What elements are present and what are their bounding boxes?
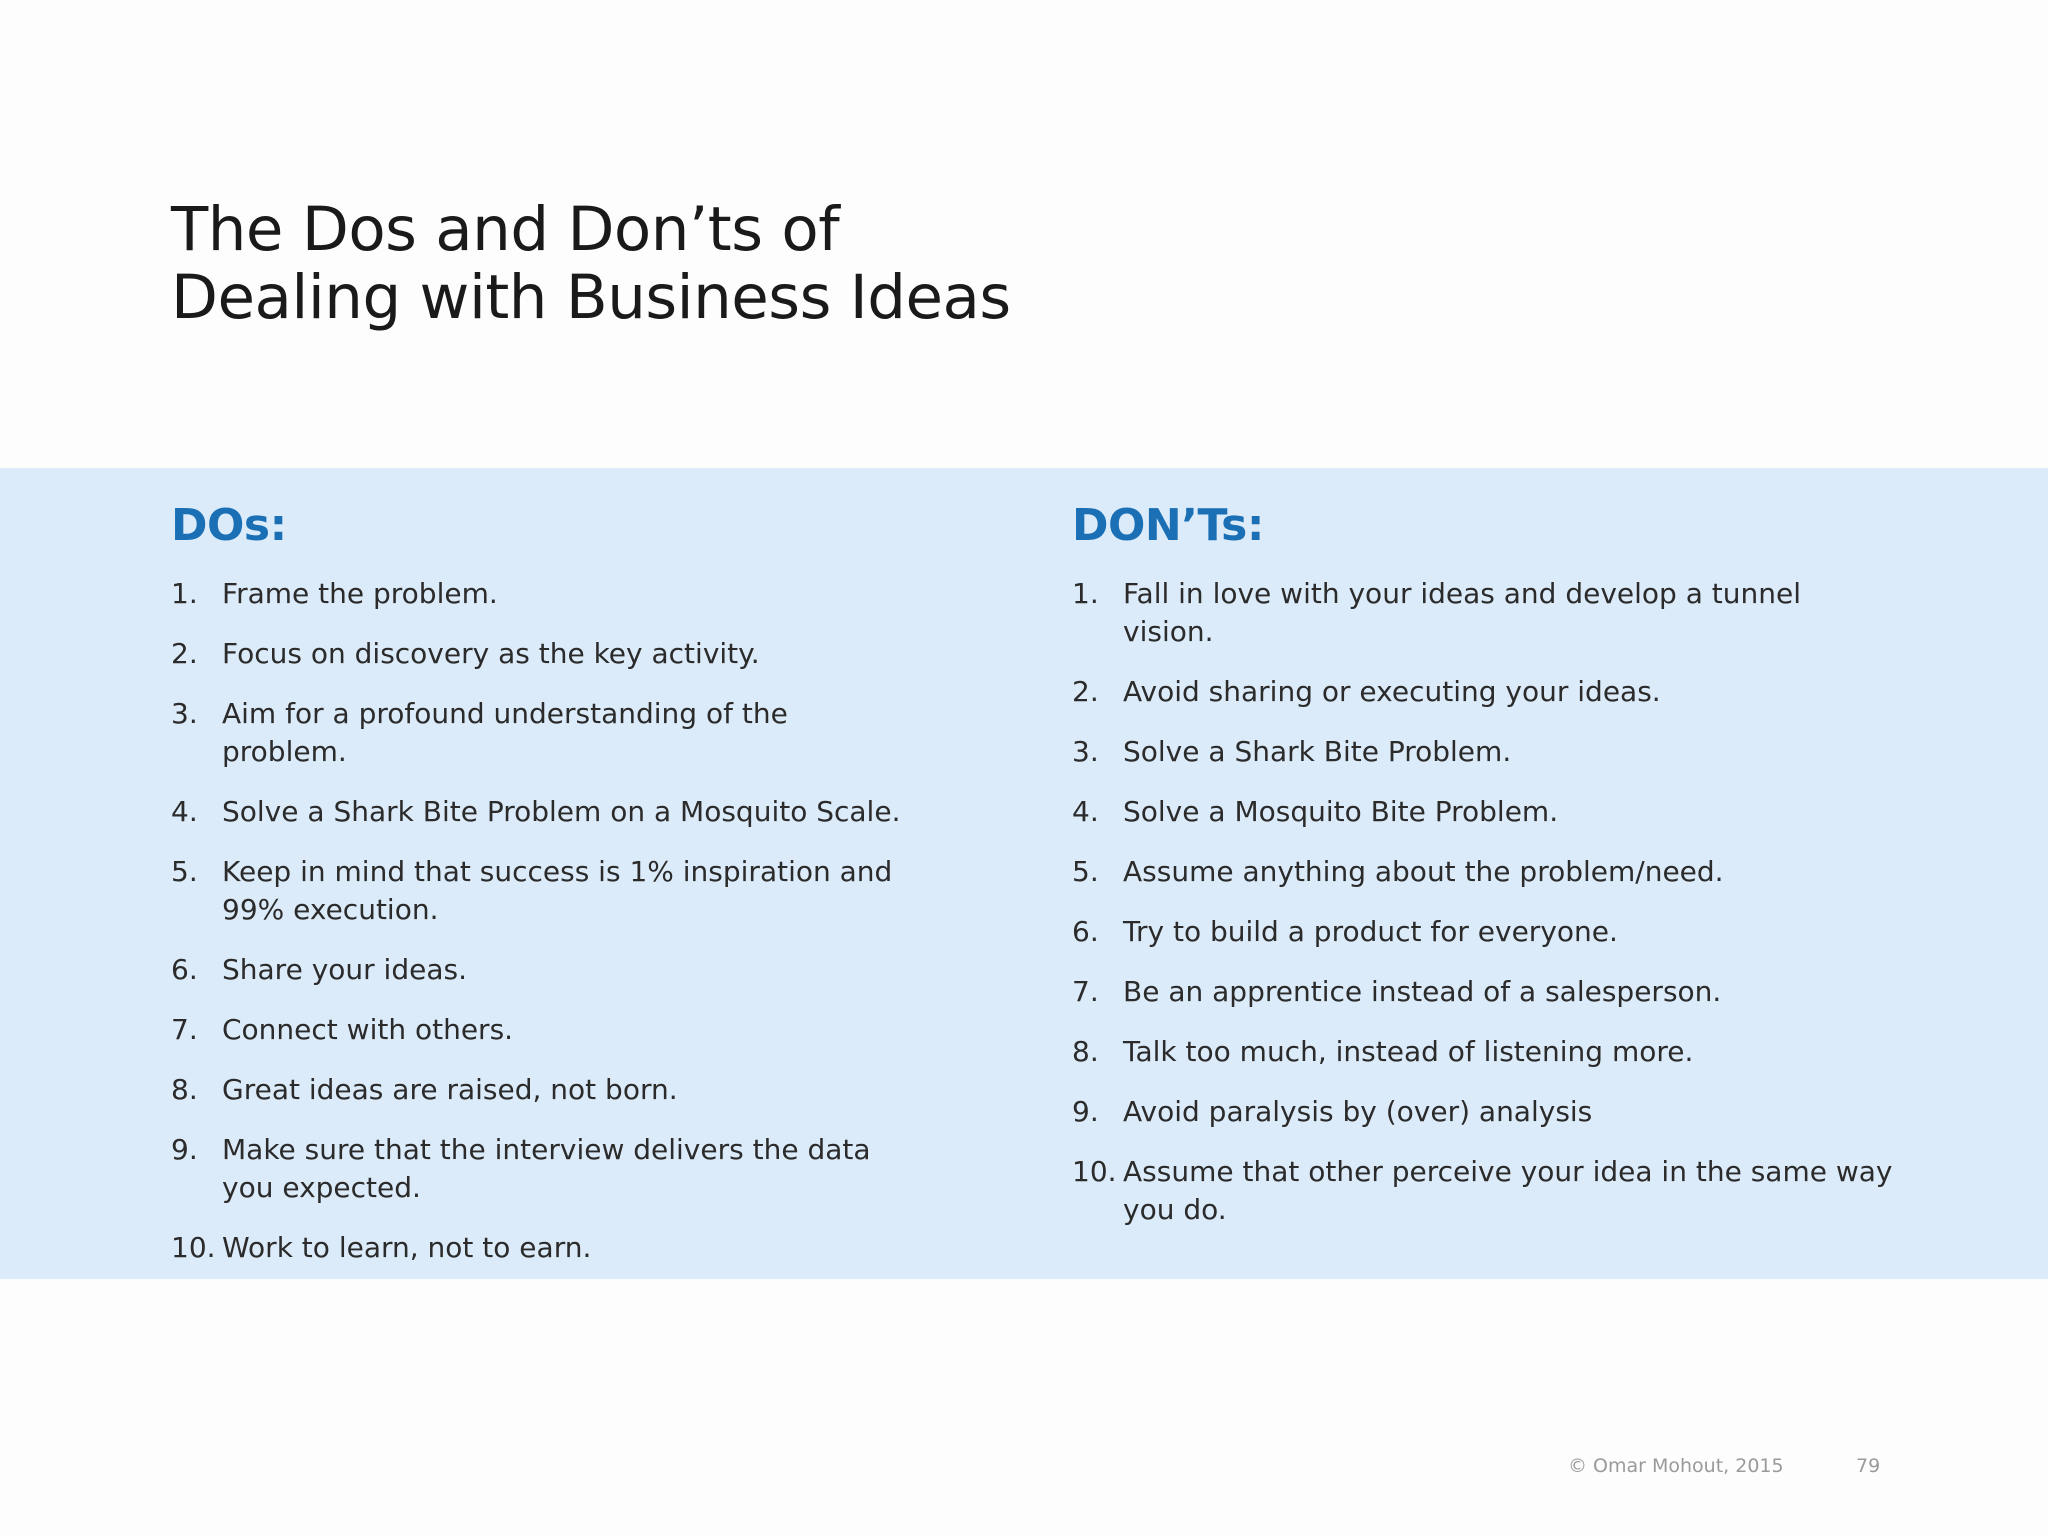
item-number: 1. — [171, 577, 198, 610]
item-number: 1. — [1072, 577, 1099, 610]
item-text: Make sure that the interview delivers the data you expected. — [222, 1133, 871, 1204]
donts-item — [1072, 1033, 1972, 1071]
item-number: 9. — [171, 1133, 198, 1166]
item-text: Avoid sharing or executing your ideas. — [1123, 675, 1661, 708]
item-number: 5. — [1072, 855, 1099, 888]
donts-column — [1072, 497, 1972, 1251]
item-number: 8. — [171, 1073, 198, 1106]
donts-item — [1072, 673, 1972, 711]
donts-item — [1072, 733, 1972, 771]
item-number: 3. — [171, 697, 198, 730]
dos-heading: DOs: — [171, 500, 287, 551]
item-number: 9. — [1072, 1095, 1099, 1128]
donts-list — [1072, 575, 1972, 1229]
dos-item — [171, 1229, 931, 1267]
item-text: Assume that other perceive your idea in the same way you do. — [1123, 1155, 1893, 1226]
donts-item — [1072, 973, 1972, 1011]
donts-item — [1072, 913, 1972, 951]
item-text: Solve a Shark Bite Problem. — [1123, 735, 1512, 768]
donts-item — [1072, 1153, 1972, 1229]
item-number: 6. — [171, 953, 198, 986]
item-text: Frame the problem. — [222, 577, 498, 610]
item-text: Share your ideas. — [222, 953, 467, 986]
copyright-notice: © Omar Mohout, 2015 — [1568, 1455, 1784, 1477]
item-text: Work to learn, not to earn. — [222, 1231, 592, 1264]
item-number: 4. — [171, 795, 198, 828]
dos-item — [171, 853, 931, 929]
item-number: 8. — [1072, 1035, 1099, 1068]
donts-item — [1072, 793, 1972, 831]
page-title — [171, 196, 1011, 332]
donts-item — [1072, 1093, 1972, 1131]
item-text: Aim for a profound understanding of the problem. — [222, 697, 788, 768]
item-text: Solve a Shark Bite Problem on a Mosquito Scale. — [222, 795, 901, 828]
item-text: Connect with others. — [222, 1013, 514, 1046]
item-number: 6. — [1072, 915, 1099, 948]
item-number: 7. — [171, 1013, 198, 1046]
item-text: Fall in love with your ideas and develop a tunnel vision. — [1123, 577, 1802, 648]
item-text: Try to build a product for everyone. — [1123, 915, 1618, 948]
dos-item — [171, 1071, 931, 1109]
dos-column — [171, 497, 931, 1289]
item-text: Focus on discovery as the key activity. — [222, 637, 760, 670]
item-number: 2. — [1072, 675, 1099, 708]
dos-list — [171, 575, 931, 1267]
item-text: Great ideas are raised, not born. — [222, 1073, 678, 1106]
dos-item — [171, 575, 931, 613]
dos-item — [171, 695, 931, 771]
donts-item — [1072, 853, 1972, 891]
item-text: Assume anything about the problem/need. — [1123, 855, 1724, 888]
item-number: 2. — [171, 637, 198, 670]
dos-item — [171, 1011, 931, 1049]
item-number: 10. — [1072, 1155, 1117, 1188]
page-number: 79 — [1856, 1455, 1881, 1477]
item-text: Be an apprentice instead of a salesperson. — [1123, 975, 1722, 1008]
item-text: Solve a Mosquito Bite Problem. — [1123, 795, 1559, 828]
item-text: Keep in mind that success is 1% inspiration and 99% execution. — [222, 855, 893, 926]
item-number: 5. — [171, 855, 198, 888]
item-number: 4. — [1072, 795, 1099, 828]
donts-heading: DON’Ts: — [1072, 500, 1264, 551]
dos-item — [171, 1131, 931, 1207]
page-title-line-2: Dealing with Business Ideas — [171, 262, 1011, 333]
dos-item — [171, 635, 931, 673]
item-number: 7. — [1072, 975, 1099, 1008]
dos-item — [171, 793, 931, 831]
donts-item — [1072, 575, 1972, 651]
page-title-line-1: The Dos and Don’ts of — [171, 194, 840, 265]
item-text: Avoid paralysis by (over) analysis — [1123, 1095, 1593, 1128]
item-text: Talk too much, instead of listening more. — [1123, 1035, 1694, 1068]
dos-item — [171, 951, 931, 989]
item-number: 3. — [1072, 735, 1099, 768]
item-number: 10. — [171, 1231, 216, 1264]
